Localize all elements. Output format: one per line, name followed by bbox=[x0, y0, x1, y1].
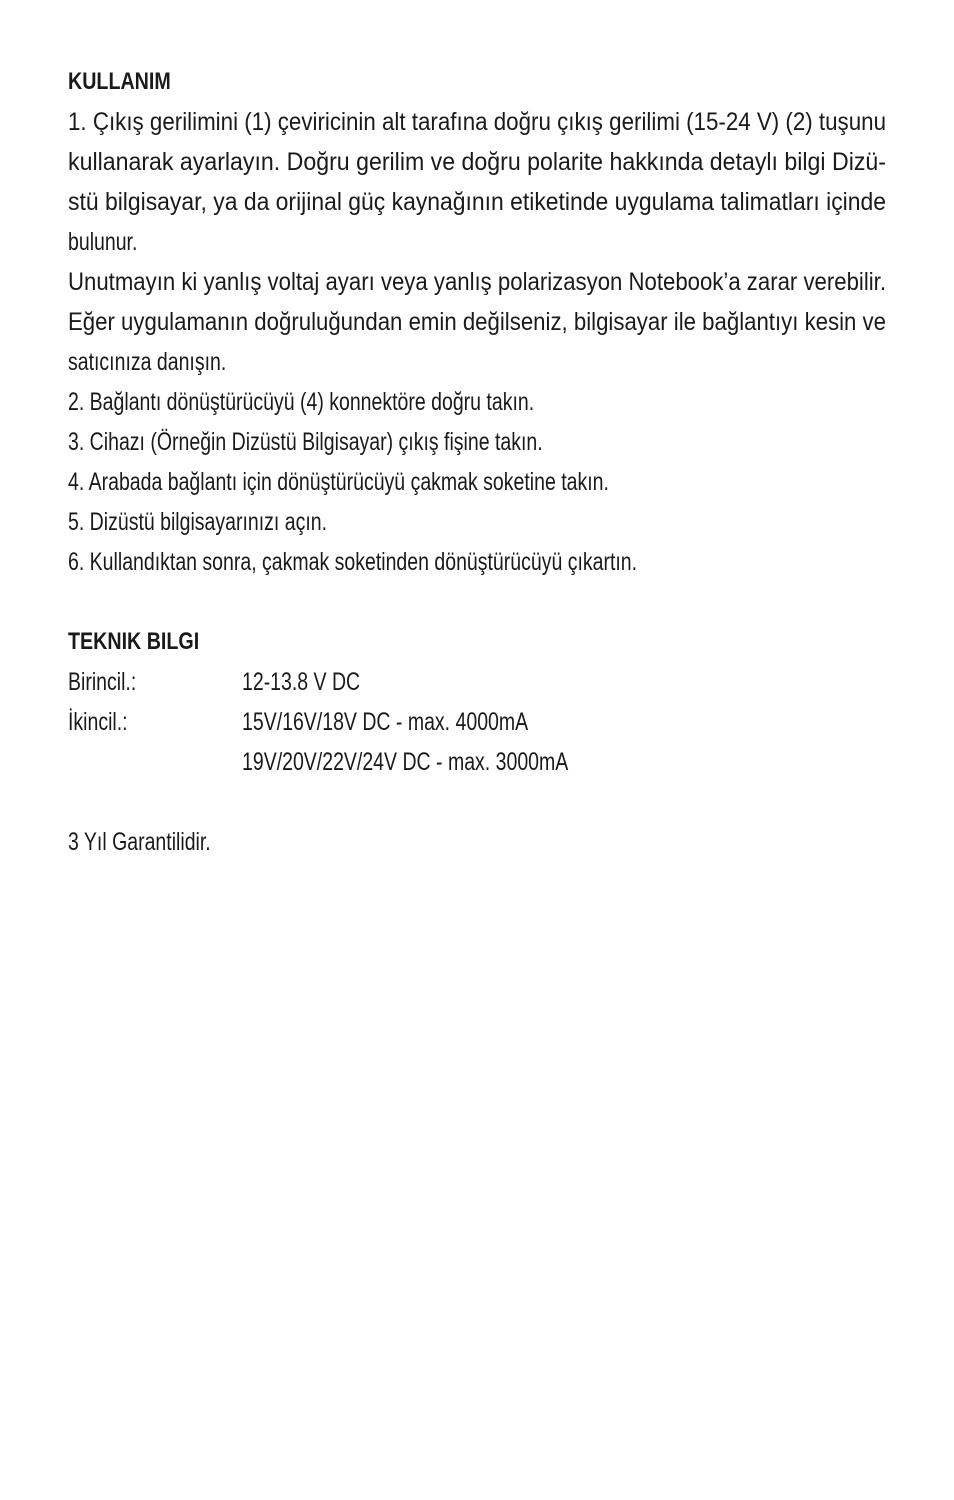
list-item: 3. Cihazı (Örneğin Dizüstü Bilgisayar) çıkış fişine takın. bbox=[68, 428, 543, 456]
list-item: 4. Arabada bağlantı için dönüştürücüyü çakmak soketine takın. bbox=[68, 468, 609, 496]
spec-row-secondary-continued bbox=[68, 742, 886, 782]
step-1-line: stü bilgisayar, ya da orijinal güç kaynağının etiketinde uygulama talimatları içinde bbox=[68, 188, 886, 216]
step-1-line: kullanarak ayarlayın. Doğru gerilim ve doğru polarite hakkında detaylı bilgi Dizü- bbox=[68, 148, 886, 176]
steps-list bbox=[68, 382, 886, 582]
spec-value: 15V/16V/18V DC - max. 4000mA bbox=[242, 708, 529, 736]
spec-label: İkincil.: bbox=[68, 708, 128, 736]
spec-label: Birincil.: bbox=[68, 668, 137, 696]
warning-line: Eğer uygulamanın doğruluğundan emin değilseniz, bilgisayar ile bağlantıyı kesin ve bbox=[68, 308, 886, 336]
warning-line: satıcınıza danışın. bbox=[68, 348, 227, 376]
list-item: 6. Kullandıktan sonra, çakmak soketinden dönüştürücüyü çıkartın. bbox=[68, 548, 638, 576]
usage-heading: KULLANIM bbox=[68, 68, 171, 95]
list-item: 2. Bağlantı dönüştürücüyü (4) konnektöre doğru takın. bbox=[68, 388, 535, 416]
spec-row-secondary bbox=[68, 702, 886, 742]
spec-value: 12-13.8 V DC bbox=[242, 668, 361, 696]
warning-paragraph bbox=[68, 262, 886, 382]
warranty-text: 3 Yıl Garantilidir. bbox=[68, 828, 211, 856]
spec-value: 19V/20V/22V/24V DC - max. 3000mA bbox=[242, 748, 569, 776]
step-1-line: 1. Çıkış gerilimini (1) çeviricinin alt tarafına doğru çıkış gerilimi (15-24 V) (2) tuşunu bbox=[68, 108, 886, 136]
warning-line: Unutmayın ki yanlış voltaj ayarı veya yanlış polarizasyon Notebook’a zarar verebilir. bbox=[68, 268, 886, 296]
manual-page bbox=[68, 62, 886, 862]
spacer bbox=[68, 782, 886, 822]
list-item: 5. Dizüstü bilgisayarınızı açın. bbox=[68, 508, 328, 536]
spec-row-primary bbox=[68, 662, 886, 702]
technical-heading: TEKNIK BILGI bbox=[68, 628, 200, 655]
step-1-paragraph bbox=[68, 102, 886, 262]
step-1-line: bulunur. bbox=[68, 228, 138, 256]
spacer bbox=[68, 582, 886, 622]
